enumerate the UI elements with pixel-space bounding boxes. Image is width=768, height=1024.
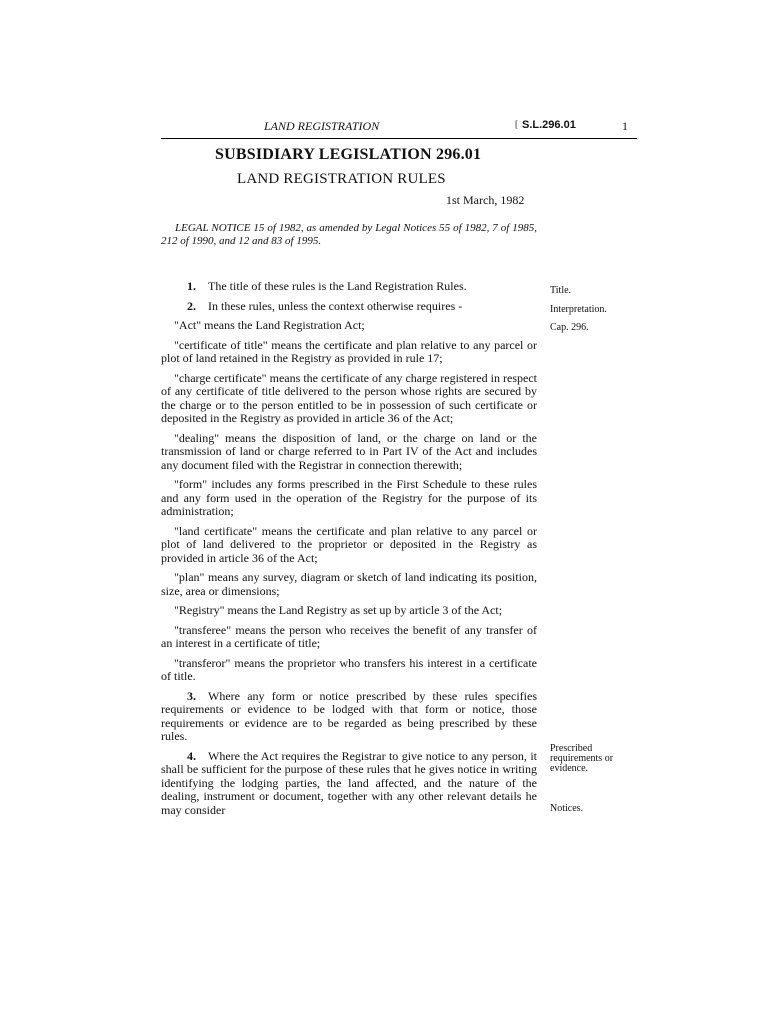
section-2 — [161, 300, 537, 314]
section-number: 3. — [187, 688, 196, 703]
definition-charge-certificate: "charge certificate" means the certificate of any charge registered in respect of any certificate of title delivered to the person whose rights are secured by the charge or to the person entitled to be in possession of such certificate or deposited in the Registry as provided in article 36 of the Act; — [161, 370, 537, 425]
section-1 — [161, 280, 537, 294]
definition-transferor: "transferor" means the proprietor who transfers his interest in a certificate of title. — [161, 655, 537, 683]
legal-notice: LEGAL NOTICE 15 of 1982, as amended by Legal Notices 55 of 1982, 7 of 1985, 212 of 1990, and 12 and 83 of 1995. — [161, 222, 537, 247]
rules-heading: LAND REGISTRATION RULES — [237, 171, 446, 187]
definition-transferee: "transferee" means the person who receives the benefit of any transfer of an interest in a certificate of title; — [161, 622, 537, 650]
margin-note-notices: Notices. — [550, 803, 584, 814]
section-4 — [161, 750, 537, 818]
section-number: 4. — [187, 748, 196, 763]
section-text: Where the Act requires the Registrar to give notice to any person, it shall be sufficient for the purpose of these rules that he gives notice in writing identifying the lodging parties, the land affected, and the nature of the dealing, instrument or document, together with any other relevant details he may consider — [161, 748, 537, 817]
definition-form: "form" includes any forms prescribed in the First Schedule to these rules and any form used in the operation of the Registry for the purpose of its administration; — [161, 477, 537, 518]
legislation-heading: SUBSIDIARY LEGISLATION 296.01 — [215, 146, 482, 163]
section-number: 1. — [187, 279, 196, 293]
definition-registry: "Registry" means the Land Registry as set up by article 3 of the Act; — [174, 603, 503, 617]
rules-body — [161, 280, 537, 823]
section-3 — [161, 690, 537, 744]
definition-act: "Act" means the Land Registration Act; — [174, 318, 365, 332]
definition-certificate-of-title: "certificate of title" means the certificate and plan relative to any parcel or plot of land retained in the Registry as provided in rule 17; — [161, 337, 537, 365]
margin-note-cap: Cap. 296. — [550, 322, 589, 333]
header-rule — [161, 138, 637, 139]
section-text: In these rules, unless the context otherwise requires - — [208, 298, 463, 313]
margin-note-title: Title. — [550, 285, 572, 296]
section-text: The title of these rules is the Land Registration Rules. — [208, 279, 467, 293]
page-number: 1 — [622, 119, 628, 133]
definition-dealing: "dealing" means the disposition of land, or the charge on land or the transmission of land or charge referred to in Part IV of the Act and includes any document filed with the Registrar in connection therewith; — [161, 430, 537, 472]
margin-note-interpretation: Interpretation. — [550, 304, 607, 315]
margin-note-prescribed: Prescribed requirements or evidence. — [550, 743, 614, 774]
running-header — [161, 119, 637, 135]
header-reference: S.L.296.01 — [522, 119, 576, 131]
definition-land-certificate: "land certificate" means the certificate and plan relative to any parcel or plot of land delivered to the proprietor or deposited in the Registry as provided in article 36 of the Act; — [161, 523, 537, 565]
section-number: 2. — [187, 298, 196, 313]
commencement-date: 1st March, 1982 — [446, 193, 525, 207]
definition-plan: "plan" means any survey, diagram or sketch of land indicating its position, size, area or dimensions; — [161, 570, 537, 598]
section-text: Where any form or notice prescribed by these rules specifies requirements or evidence to be lodged with that form or notice, those requirements or evidence are to be regarded as being prescribed by these rules. — [161, 688, 537, 743]
header-title: LAND REGISTRATION — [264, 119, 380, 133]
header-bracket: [ — [515, 119, 518, 129]
